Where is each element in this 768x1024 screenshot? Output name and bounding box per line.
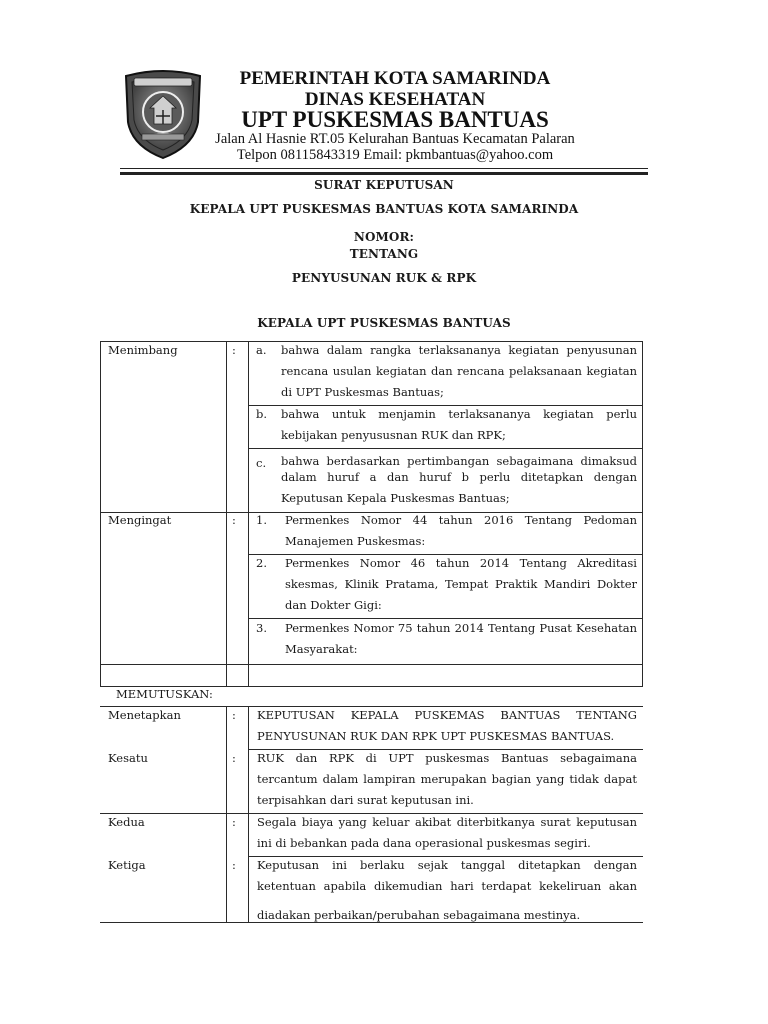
doc-type-title: SURAT KEPUTUSAN <box>314 178 454 192</box>
authority-title: KEPALA UPT PUSKESMAS BANTUAS <box>257 316 511 330</box>
text-line: di UPT Puskesmas Bantuas; <box>281 385 444 399</box>
table-border-left <box>100 341 101 687</box>
text-line: rencana usulan kegiatan dan rencana pelaksanaan kegiatan <box>281 364 637 378</box>
text-line: ini di bebankan pada dana operasional puskesmas segiri. <box>257 836 591 850</box>
item-marker: 3. <box>256 621 267 635</box>
item-marker: b. <box>256 407 268 421</box>
colon: : <box>232 708 236 722</box>
item-marker: 1. <box>256 513 267 527</box>
text-line: diadakan perbaikan/perubahan sebagaimana mestinya. <box>257 908 581 922</box>
ketiga-text <box>257 855 637 926</box>
item-marker: a. <box>256 343 267 357</box>
text-line: Permenkes Nomor 46 tahun 2014 Tentang Akreditasi <box>285 556 637 570</box>
table-col-divider <box>248 341 249 687</box>
text-line: terpisahkan dari surat keputusan ini. <box>257 793 474 807</box>
colon: : <box>232 815 236 829</box>
number-label: NOMOR: <box>353 230 415 244</box>
text-line: KEPUTUSAN KEPALA PUSKEMAS BANTUAS TENTANG <box>257 708 637 722</box>
colon: : <box>232 858 236 872</box>
kedua-text <box>257 812 637 854</box>
text-line: Segala biaya yang keluar akibat diterbitkanya surat keputusan <box>257 815 637 829</box>
gov-name: PEMERINTAH KOTA SAMARINDA <box>239 68 551 89</box>
text-line: bahwa berdasarkan pertimbangan sebagaimana dimaksud <box>281 454 637 468</box>
office-name: DINAS KESEHATAN <box>304 89 486 110</box>
letterhead <box>0 0 768 180</box>
menimbang-item-c <box>281 453 637 506</box>
table-col-divider <box>226 341 227 687</box>
kesatu-label: Kesatu <box>108 751 148 765</box>
unit-name: UPT PUSKESMAS BANTUAS <box>241 107 549 132</box>
text-line: dalam huruf a dan huruf b perlu ditetapkan dengan <box>281 470 637 484</box>
menetapkan-label: Menetapkan <box>108 708 181 722</box>
issuer-title: KEPALA UPT PUSKESMAS BANTUAS KOTA SAMARINDA <box>189 202 579 216</box>
about-label: TENTANG <box>349 247 419 261</box>
text-line: ketentuan apabila dikemudian hari terdapat kekeliruan akan <box>257 879 637 893</box>
city-crest-logo <box>120 68 206 160</box>
table-col-divider <box>226 706 227 923</box>
colon: : <box>232 343 236 357</box>
item-marker: 2. <box>256 556 267 570</box>
mengingat-item-3 <box>285 618 637 660</box>
text-line: Manajemen Puskesmas: <box>285 534 426 548</box>
memutuskan-heading: MEMUTUSKAN: <box>116 687 213 701</box>
text-line: kebijakan penyususnan RUK dan RPK; <box>281 428 506 442</box>
colon: : <box>232 513 236 527</box>
text-line: RUK dan RPK di UPT puskesmas Bantuas sebagaimana <box>257 751 637 765</box>
menetapkan-text <box>257 705 637 747</box>
address: Jalan Al Hasnie RT.05 Kelurahan Bantuas Kecamatan Palaran <box>215 131 575 147</box>
text-line: dan Dokter Gigi: <box>285 598 382 612</box>
table-row-divider <box>100 664 643 665</box>
text-line: Masyarakat: <box>285 642 358 656</box>
menimbang-label: Menimbang <box>108 343 178 357</box>
menimbang-item-b <box>281 404 637 446</box>
table-border-right <box>642 341 643 687</box>
contact-info: Telpon 08115843319 Email: pkmbantuas@yahoo.com <box>236 147 554 163</box>
ketiga-label: Ketiga <box>108 858 146 872</box>
text-line: bahwa dalam rangka terlaksananya kegiatan penyusunan <box>281 343 637 357</box>
text-line: tercantum dalam lampiran merupakan bagian yang tidak dapat <box>257 772 637 786</box>
text-line: Keputusan ini berlaku sejak tanggal ditetapkan dengan <box>257 858 637 872</box>
menimbang-item-a <box>281 340 637 403</box>
mengingat-item-1 <box>285 510 637 552</box>
text-line: skesmas, Klinik Pratama, Tempat Praktik Mandiri Dokter <box>285 577 637 591</box>
text-line: bahwa untuk menjamin terlaksananya kegiatan perlu <box>281 407 637 421</box>
kedua-label: Kedua <box>108 815 145 829</box>
table-row-divider <box>248 448 643 449</box>
table-col-divider <box>248 706 249 923</box>
text-line: Permenkes Nomor 75 tahun 2014 Tentang Pusat Kesehatan <box>285 621 637 635</box>
text-line: PENYUSUNAN RUK DAN RPK UPT PUSKESMAS BANTUAS. <box>257 729 615 743</box>
header-divider-thick <box>120 172 648 175</box>
text-line: Keputusan Kepala Puskesmas Bantuas; <box>281 491 510 505</box>
subject-title: PENYUSUNAN RUK & RPK <box>291 271 477 285</box>
mengingat-item-2 <box>285 553 637 616</box>
header-divider-thin <box>120 168 648 169</box>
colon: : <box>232 751 236 765</box>
item-marker: c. <box>256 456 267 470</box>
mengingat-label: Mengingat <box>108 513 172 527</box>
text-line: Permenkes Nomor 44 tahun 2016 Tentang Pedoman <box>285 513 637 527</box>
kesatu-text <box>257 748 637 811</box>
